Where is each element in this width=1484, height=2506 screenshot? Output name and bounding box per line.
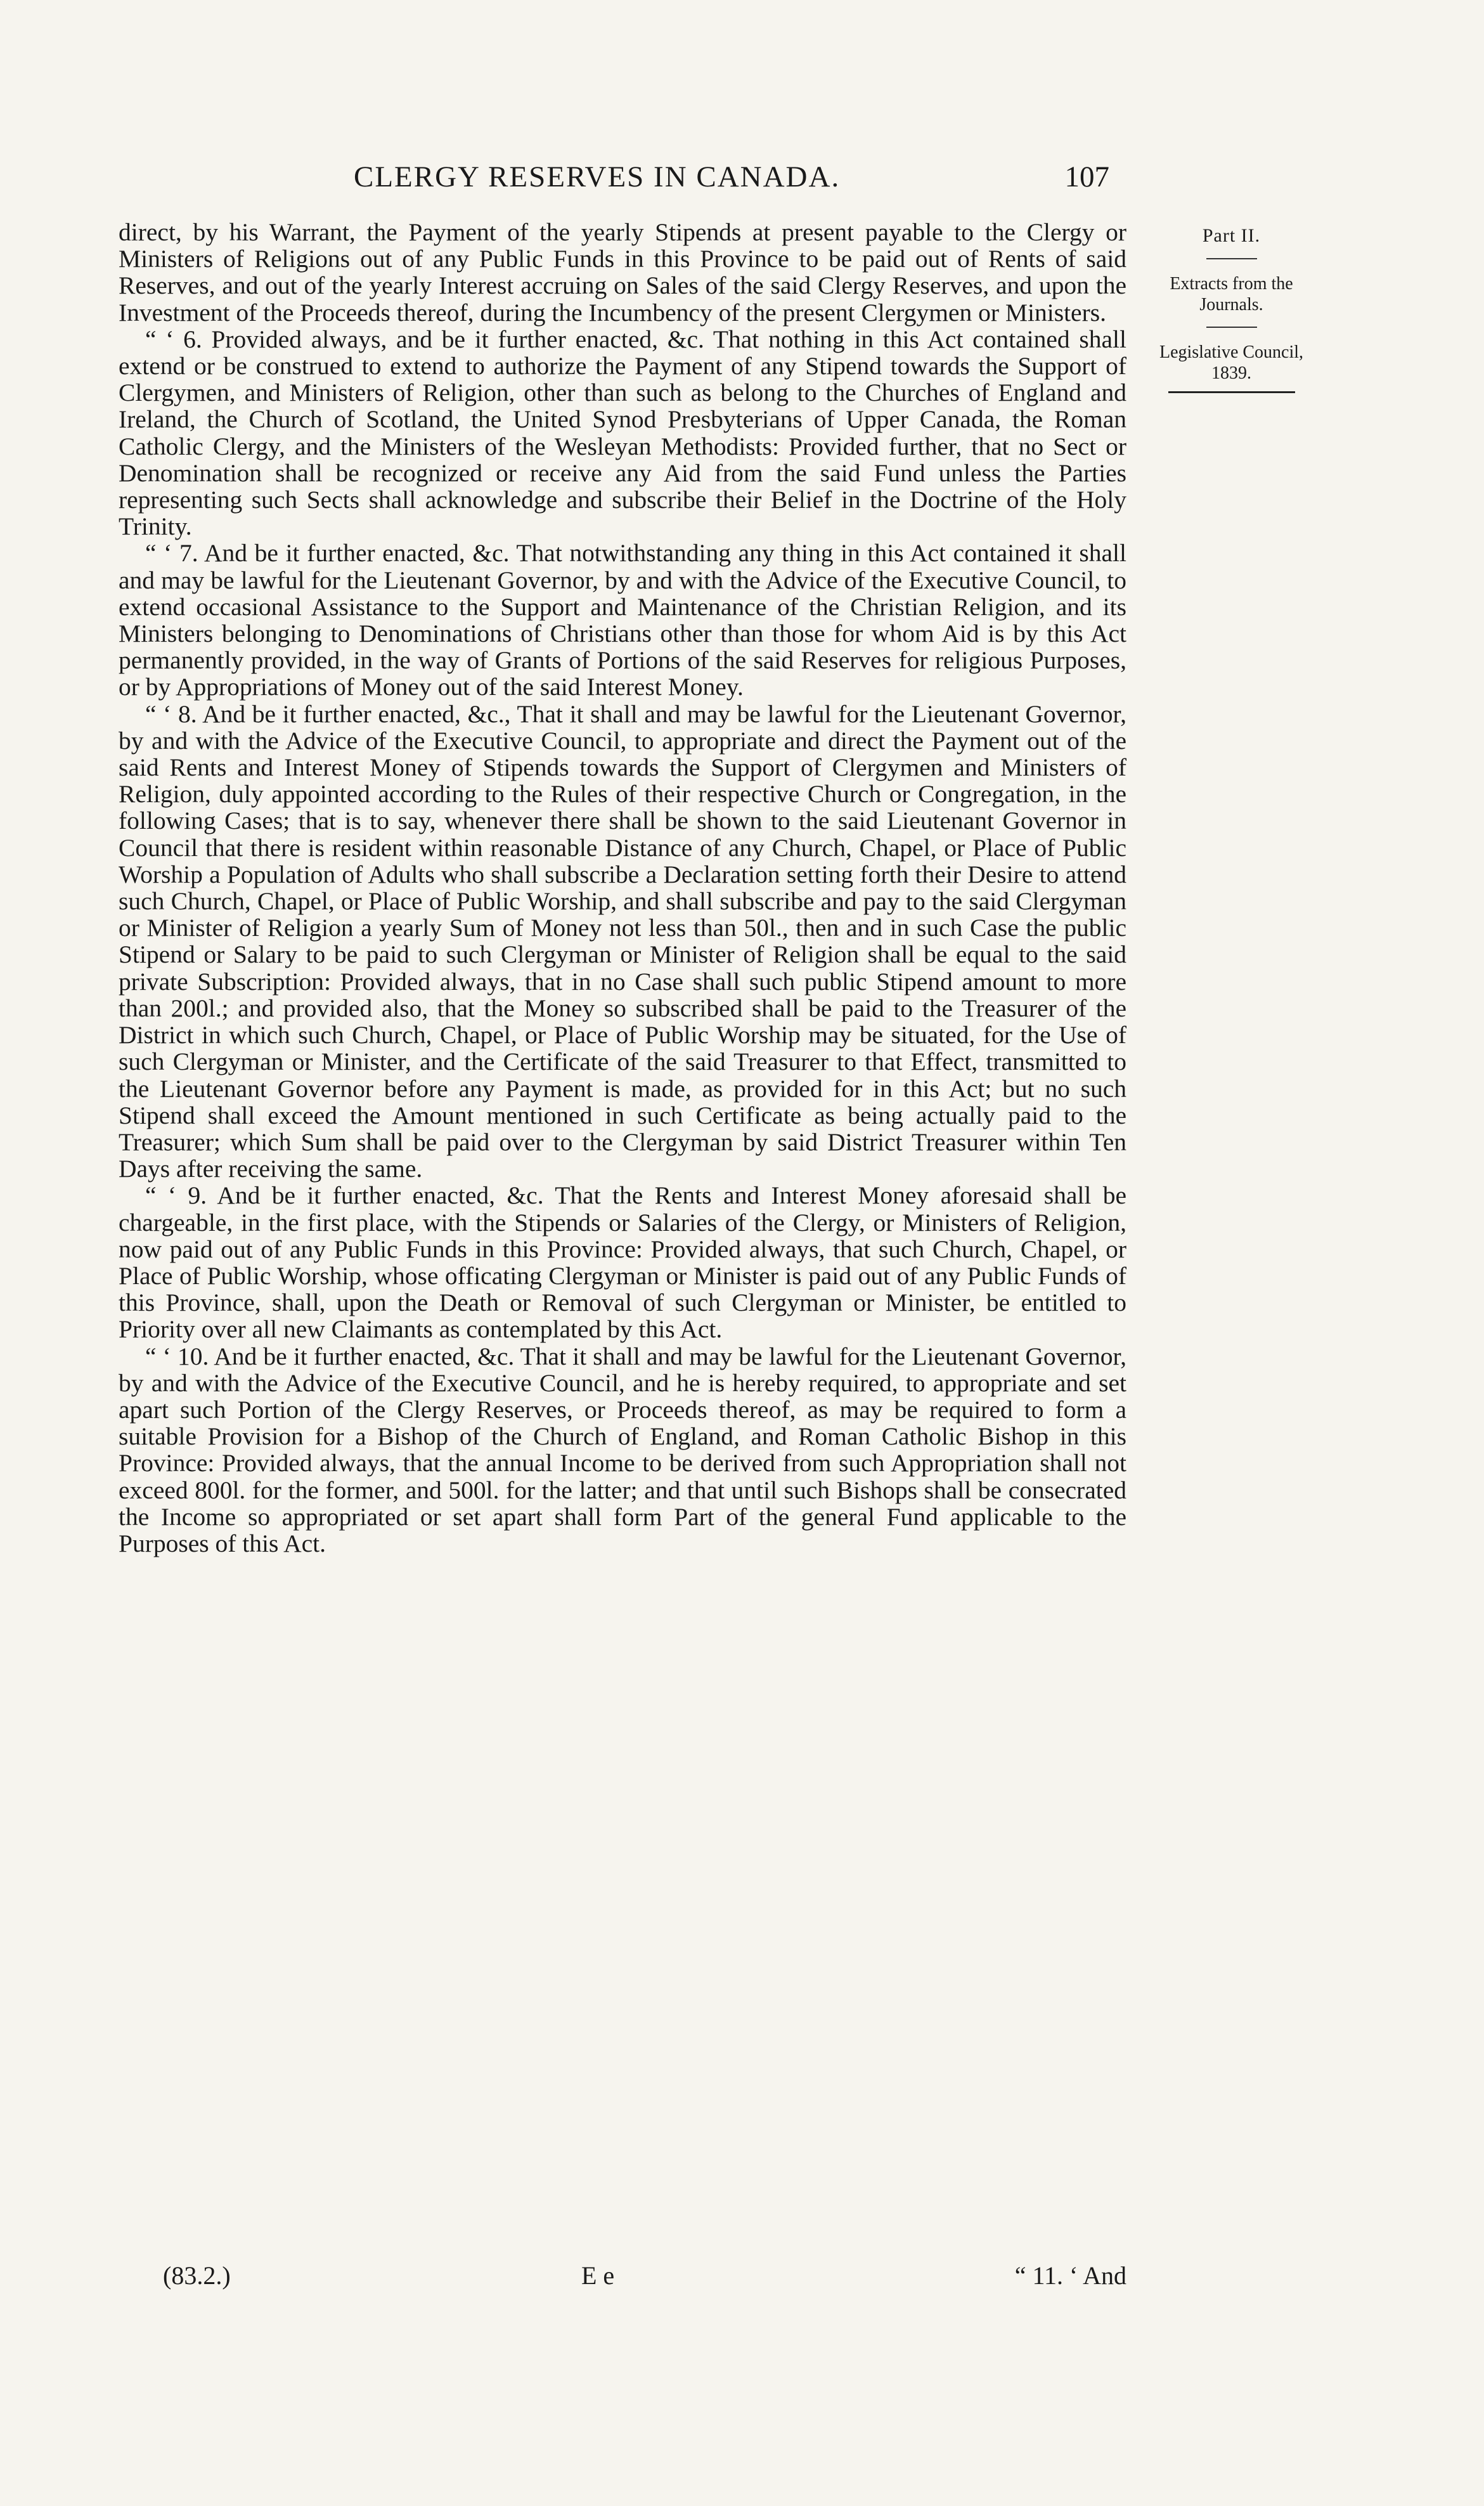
page-footer bbox=[119, 2261, 1126, 2299]
paragraph-section-6: “ ‘ 6. Provided always, and be it further enacted, &c. That nothing in this Act contained shall extend or be construed to extend to authorize the Payment of any Stipend towards the Support of Clergymen, and Ministers of Religion, other than such as belong to the Churches of England and Ireland, the Church of Scotland, the United Synod Presbyterians of Upper Canada, the Roman Catholic Clergy, and the Ministers of the Wesleyan Methodists: Provided further, that no Sect or Denomination shall be recognized or receive any Aid from the said Fund unless the Parties representing such Sects shall acknowledge and subscribe their Belief in the Doctrine of the Holy Trinity. bbox=[119, 325, 1126, 541]
paragraph-section-10: “ ‘ 10. And be it further enacted, &c. That it shall and may be lawful for the Lieutenant Governor, by and with the Advice of the Executive Council, and he is hereby required, to appropriate and set apart such Portion of the Clergy Reserves, or Proceeds thereof, as may be required to form a suitable Provision for a Bishop of the Church of England, and Roman Catholic Bishop in this Province: Provided always, that the annual Income to be derived from such Appropriation shall not exceed 800l. for the former, and 500l. for the latter; and that until such Bishops shall be consecrated the Income so appropriated or set apart shall form Part of the general Fund applicable to the Purposes of this Act. bbox=[119, 1342, 1126, 1557]
margin-rule bbox=[1206, 258, 1257, 259]
margin-council-label: Legislative Council, bbox=[1159, 342, 1304, 362]
paragraph-section-8: “ ‘ 8. And be it further enacted, &c., That it shall and may be lawful for the Lieutenant Governor, by and with the Advice of the Executive Council, to appropriate and direct the Payment out of the said Rents and Interest Money of Stipends towards the Support of Clergymen and Ministers of Religion, duly appointed according to the Rules of their respective Church or Congregation, in the following Cases; that is to say, whenever there shall be shown to the said Lieutenant Governor in Council that there is resident within reasonable Distance of any Church, Chapel, or Place of Public Worship a Population of Adults who shall subscribe a Declaration setting forth their Desire to attend such Church, Chapel, or Place of Public Worship, and shall subscribe and pay to the said Clergyman or Minister of Religion a yearly Sum of Money not less than 50l., then and in such Case the public Stipend or Salary to be paid to such Clergyman or Minister of Religion shall be equal to the said private Subscription: Provided always, that in no Case shall such public Stipend amount to more than 200l.; and provided also, that the Money so subscribed shall be paid to the Treasurer of the District in which such Church, Chapel, or Place of Public Worship may be situated, for the Use of such Clergyman or Minister, and the Certificate of the said Treasurer to that Effect, transmitted to the Lieutenant Governor before any Payment is made, as provided for in this Act; but no such Stipend shall exceed the Amount mentioned in such Certificate as being actually paid to the Treasurer; which Sum shall be paid over to the Clergyman by said District Treasurer within Ten Days after receiving the same. bbox=[119, 699, 1126, 1183]
paragraph-section-9: “ ‘ 9. And be it further enacted, &c. That the Rents and Interest Money aforesaid shall be chargeable, in the first place, with the Stipends or Salaries of the Clergy, or Ministers of Religion, now paid out of any Public Funds in this Province: Provided always, that such Church, Chapel, or Place of Public Worship, whose officating Clergyman or Minister is paid out of any Public Funds of this Province, shall, upon the Death or Removal of such Clergyman or Minister, be entitled to Priority over all new Claimants as contemplated by this Act. bbox=[119, 1181, 1126, 1344]
margin-note bbox=[1157, 225, 1306, 393]
body-text bbox=[119, 219, 1126, 1557]
margin-extracts-label: Extracts from the Journals. bbox=[1170, 274, 1293, 315]
paragraph-section-7: “ ‘ 7. And be it further enacted, &c. That notwithstanding any thing in this Act contained it shall and may be lawful for the Lieutenant Governor, by and with the Advice of the Executive Council, to extend occasional Assistance to the Support and Maintenance of the Christian Religion, and its Ministers belonging to Denominations of Christians other than those for whom Aid is by this Act permanently provided, in the way of Grants of Portions of the said Reserves for religious Purposes, or by Appropriations of Money out of the said Interest Money. bbox=[119, 539, 1126, 701]
signature-mark: E e bbox=[581, 2261, 615, 2290]
margin-part-label: Part II. bbox=[1202, 225, 1261, 246]
margin-year-label: 1839. bbox=[1211, 363, 1251, 383]
catchword: “ 11. ‘ And bbox=[1014, 2261, 1126, 2290]
printer-signature: (83.2.) bbox=[163, 2261, 231, 2290]
margin-rule bbox=[1168, 391, 1295, 393]
margin-rule bbox=[1206, 327, 1257, 328]
paragraph-continued: direct, by his Warrant, the Payment of the yearly Stipends at present payable to the Clergy or Ministers of Religions out of any Public Funds in this Province to be paid out of Rents of said Reserves, and out of the yearly Interest accruing on Sales of the said Clergy Reserves, and upon the Investment of the Proceeds thereof, during the Incumbency of the present Clergymen or Ministers. bbox=[119, 218, 1126, 327]
running-head bbox=[317, 160, 1109, 204]
page-number: 107 bbox=[1064, 160, 1109, 193]
running-title: CLERGY RESERVES IN CANADA. bbox=[354, 160, 841, 193]
